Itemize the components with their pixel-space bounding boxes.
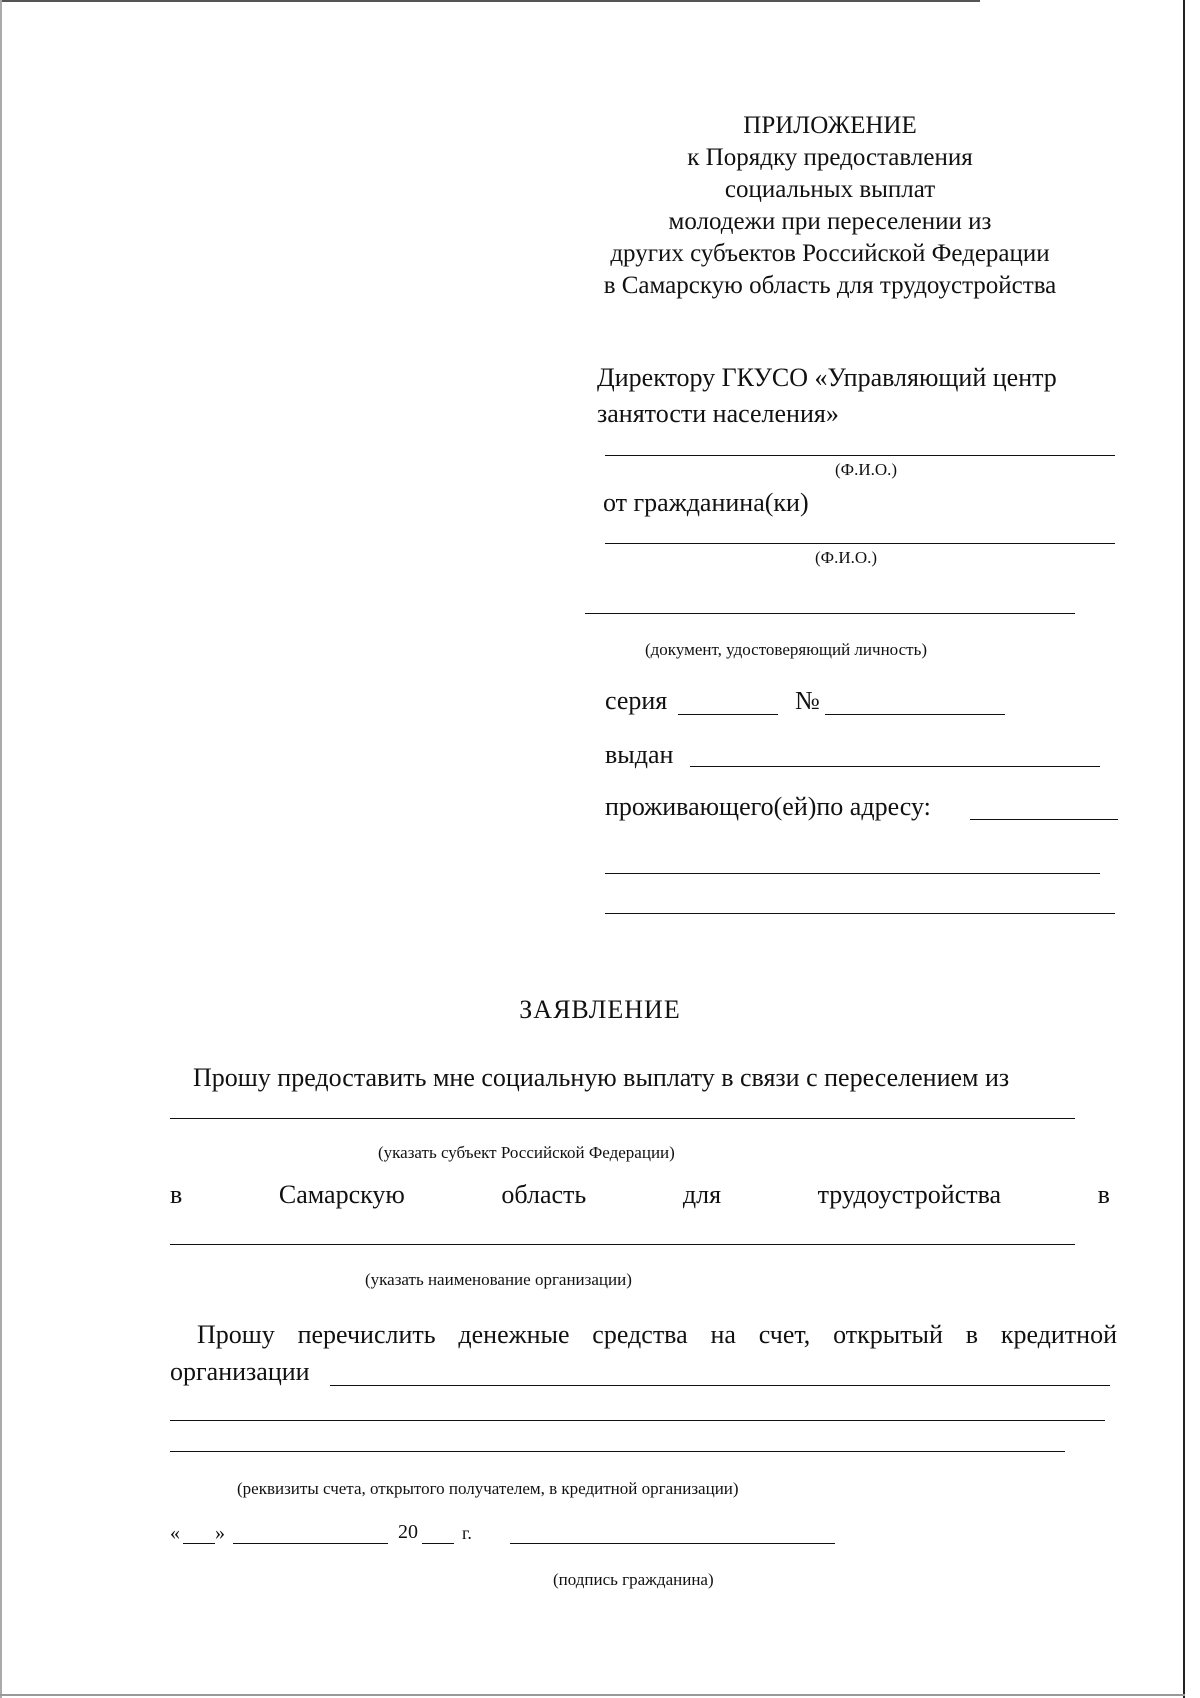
appendix-line: социальных выплат (724, 176, 936, 203)
organization-field-line[interactable] (170, 1244, 1075, 1245)
statement-title: ЗАЯВЛЕНИЕ (519, 995, 681, 1024)
address-line-1[interactable] (970, 819, 1118, 820)
scan-edge-top (0, 0, 980, 2)
from-citizen-label: от гражданина(ки) (603, 488, 809, 517)
region-field-line[interactable] (170, 1118, 1075, 1119)
date-month-line[interactable] (233, 1543, 388, 1544)
issued-by-line[interactable] (690, 766, 1100, 767)
credit-org-line[interactable] (330, 1385, 1110, 1386)
paragraph-2-line-1: Прошу перечислить денежные средства на счет, открытый в кредитной (197, 1320, 1117, 1349)
appendix-line: ПРИЛОЖЕНИЕ (743, 112, 917, 139)
scan-edge-right (1183, 0, 1185, 1698)
purpose-word: для (682, 1180, 722, 1209)
signature-caption: (подпись гражданина) (553, 1570, 714, 1589)
address-line-2[interactable] (605, 873, 1100, 874)
identity-document-line[interactable] (585, 613, 1075, 614)
signature-line[interactable] (510, 1543, 835, 1544)
statement-paragraph-2 (197, 1320, 1117, 1350)
addressee-block (597, 360, 1117, 432)
addressee-line: занятости населения» (597, 399, 839, 428)
director-fio-line[interactable] (605, 455, 1115, 456)
appendix-line: других субъектов Российской Федерации (610, 240, 1050, 267)
account-caption: (реквизиты счета, открытого получателем, в кредитной организации) (237, 1479, 739, 1498)
addressee-line: Директору ГКУСО «Управляющий центр (597, 363, 1057, 392)
date-year-suffix: г. (462, 1523, 472, 1543)
citizen-fio-line[interactable] (605, 543, 1115, 544)
date-day-line[interactable] (183, 1543, 215, 1544)
address-label: проживающего(ей)по адресу: (605, 792, 931, 821)
region-caption: (указать субъект Российской Федерации) (378, 1143, 675, 1162)
issued-label: выдан (605, 740, 674, 769)
number-label: № (795, 686, 820, 715)
scan-edge-bottom (0, 1694, 1185, 1696)
purpose-word: Самарскую (278, 1180, 405, 1209)
appendix-line: молодежи при переселении из (668, 208, 992, 235)
date-year-line[interactable] (422, 1543, 454, 1544)
fio-caption: (Ф.И.О.) (815, 548, 878, 567)
organization-caption: (указать наименование организации) (365, 1270, 632, 1289)
purpose-word: в (1097, 1180, 1110, 1209)
appendix-line: в Самарскую область для трудоустройства (603, 272, 1057, 299)
account-details-line-2[interactable] (170, 1451, 1065, 1452)
account-details-line-1[interactable] (170, 1420, 1105, 1421)
purpose-word: в (170, 1180, 183, 1209)
appendix-line: к Порядку предоставления (687, 144, 973, 171)
fio-caption: (Ф.И.О.) (835, 460, 898, 479)
appendix-header (560, 110, 1100, 302)
date-year-prefix: 20 (398, 1521, 418, 1543)
date-open-quote: « (170, 1522, 180, 1544)
document-caption: (документ, удостоверяющий личность) (645, 640, 927, 659)
scan-edge-left (0, 0, 2, 1698)
date-close-quote: » (215, 1522, 225, 1544)
series-field-line[interactable] (678, 714, 778, 715)
relocation-purpose-row (170, 1180, 1110, 1210)
purpose-word: область (501, 1180, 587, 1209)
statement-paragraph-1: Прошу предоставить мне социальную выплату в связи с переселением из (193, 1063, 1010, 1092)
credit-org-label: организации (170, 1357, 310, 1386)
series-label: серия (605, 686, 668, 715)
purpose-word: трудоустройства (817, 1180, 1002, 1209)
address-line-3[interactable] (605, 913, 1115, 914)
number-field-line[interactable] (825, 714, 1005, 715)
